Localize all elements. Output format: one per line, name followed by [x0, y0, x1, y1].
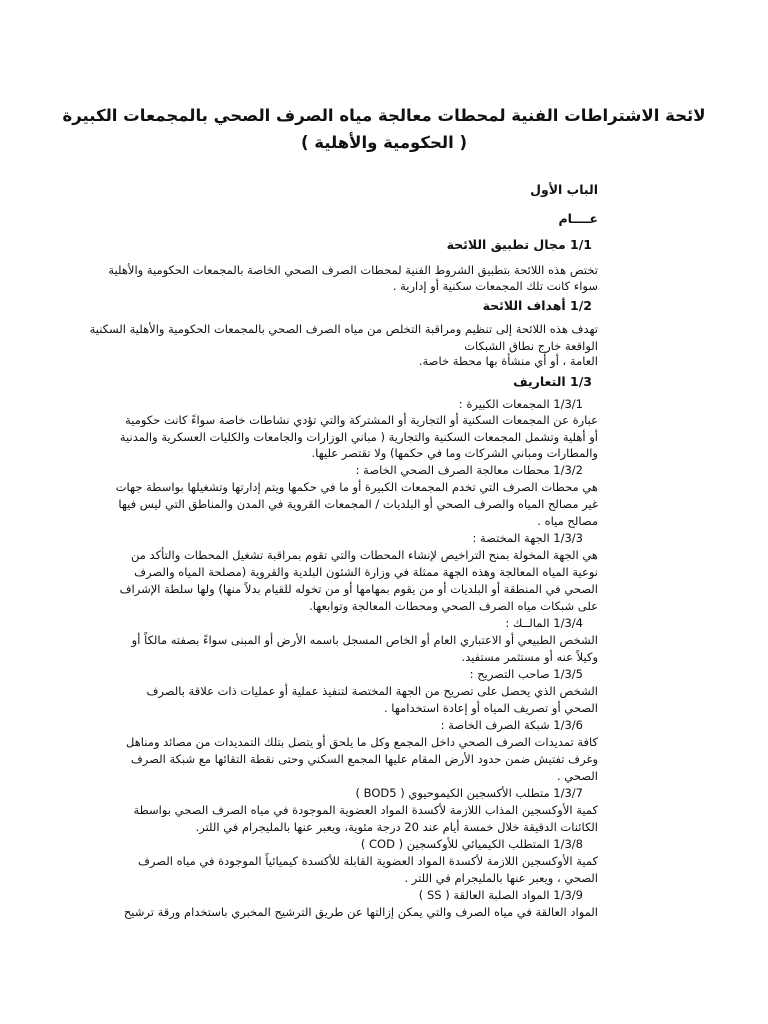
body-line: هي محطات الصرف التي تخدم المجمعات الكبيرة أو ما في حكمها ويتم إدارتها وتشغيلها بواسطة جهات: [115, 480, 598, 494]
body-line: كافة تمديدات الصرف الصحي داخل المجمع وكل ما يلحق أو يتصل بتلك التمديدات من مصائد ومناهل: [126, 735, 598, 749]
body-line: الصحي ، ويعبر عنها بالمليجرام في اللتر .: [404, 871, 598, 885]
body-line: الواقعة خارج نطاق الشبكات: [464, 339, 598, 353]
body-line: سواء كانت تلك المجمعات سكنية أو إدارية .: [392, 279, 598, 293]
definition-heading: 1/3/5 صاحب التصريح :: [469, 667, 583, 681]
body-line: الصحي .: [557, 769, 598, 783]
body-line: غير مصالح المياه والصرف الصحي أو البلديات / المجمعات القروية في المدن والمناطق التي ليس فيها: [118, 497, 598, 511]
body-line: الصحي أو تصريف المياه أو إعادة استخدامها .: [383, 701, 598, 715]
definition-heading: 1/3/9 المواد الصلبة العالقة ( SS ): [418, 888, 583, 902]
body-line: أو أهلية وتشمل المجمعات السكنية والتجارية ( مباني الوزارات والجامعات والكليات العسكرية والمدنية: [119, 430, 598, 444]
clause-heading: 1/2 أهداف اللائحة: [482, 298, 592, 313]
definition-heading: 1/3/4 المالــك :: [505, 616, 583, 630]
body-line: تهدف هذه اللائحة إلى تنظيم ومراقبة التخلص من مياه الصرف الصحي بالمجمعات الحكومية والأهلية السكنية: [89, 322, 598, 336]
body-line: المواد العالقة في مياه الصرف والتي يمكن إزالتها عن طريق الترشيح المخبري باستخدام ورقة ترشيح: [123, 905, 598, 919]
body-line: مصالح مياه .: [537, 514, 598, 528]
definition-heading: 1/3/2 محطات معالجة الصرف الصحي الخاصة :: [355, 463, 583, 477]
definition-heading: 1/3/3 الجهة المختصة :: [472, 531, 583, 545]
body-line: نوعية المياه المعالجة وهذه الجهة ممثلة في وزارة الشئون البلدية والقروية (مصلحة المياه والصرف: [134, 565, 598, 579]
body-line: الشخص الطبيعي أو الاعتباري العام أو الخاص المسجل باسمه الأرض أو المبنى سواءً بصفته مالكاً أو: [131, 633, 598, 647]
body-line: كمية الأوكسجين اللازمة لأكسدة المواد العضوية القابلة للأكسدة كيميائياً الموجودة في مياه الصرف: [138, 854, 598, 868]
clause-heading: 1/3 التعاريف: [513, 374, 592, 389]
body-line: الصحي في المنطقة أو البلديات أو من يقوم بمهامها أو من تخوله للقيام بدلاً منها) ولها سلطة الإشراف: [119, 582, 598, 596]
body-line: تختص هذه اللائحة بتطبيق الشروط الفنية لمحطات الصرف الصحي الخاصة بالمجمعات الحكومية والأهلية: [108, 263, 598, 277]
document-title-line2: ( الحكومية والأهلية ): [300, 133, 468, 152]
section-heading-general: عــــام: [558, 211, 598, 226]
definition-heading: 1/3/1 المجمعات الكبيرة :: [458, 397, 583, 411]
body-line: الشخص الذي يحصل على تصريح من الجهة المختصة لتنفيذ عملية أو عمليات ذات علاقة بالصرف: [146, 684, 598, 698]
document-title-line1: لائحة الاشتراطات الفنية لمحطات معالجة مياه الصرف الصحي بالمجمعات الكبيرة: [62, 106, 706, 125]
body-line: وكيلاً عنه أو مستثمر مستفيد.: [461, 650, 598, 664]
body-line: العامة ، أو أي منشأة بها محطة خاصة.: [418, 354, 598, 368]
body-line: الكائنات الدقيقة خلال خمسة أيام عند 20 درجة مئوية، ويعبر عنها بالمليجرام في اللتر.: [195, 820, 598, 834]
definition-heading: 1/3/8 المتطلب الكيميائي للأوكسجين ( COD ): [360, 837, 583, 851]
body-line: وغرف تفتيش ضمن حدود الأرض المقام عليها المجمع السكني وحتى نقطة التقائها مع شبكة الصرف: [130, 752, 598, 766]
definition-heading: 1/3/7 متطلب الأكسجين الكيموحيوي ( BOD5 ): [355, 786, 583, 800]
clause-heading: 1/1 مجال تطبيق اللائحة: [446, 237, 592, 252]
definition-heading: 1/3/6 شبكة الصرف الخاصة :: [440, 718, 583, 732]
body-line: عبارة عن المجمعات السكنية أو التجارية أو المشتركة والتي تؤدي نشاطات خاصة سواءً كانت حكومية: [125, 413, 598, 427]
chapter-heading: الباب الأول: [530, 182, 598, 197]
body-line: والمطارات ومباني الشركات وما في حكمها) ولا تقتصر عليها.: [311, 446, 598, 460]
body-line: كمية الأوكسجين المذاب اللازمة لأكسدة المواد العضوية الموجودة في مياه الصرف الصحي بواسطة: [133, 803, 598, 817]
body-line: هي الجهة المخولة بمنح التراخيص لإنشاء المحطات والتي تقوم بمراقبة تشغيل المحطات والتأكد من: [130, 548, 598, 562]
body-line: على شبكات مياه الصرف الصحي ومحطات المعالجة وتوابعها.: [309, 599, 598, 613]
